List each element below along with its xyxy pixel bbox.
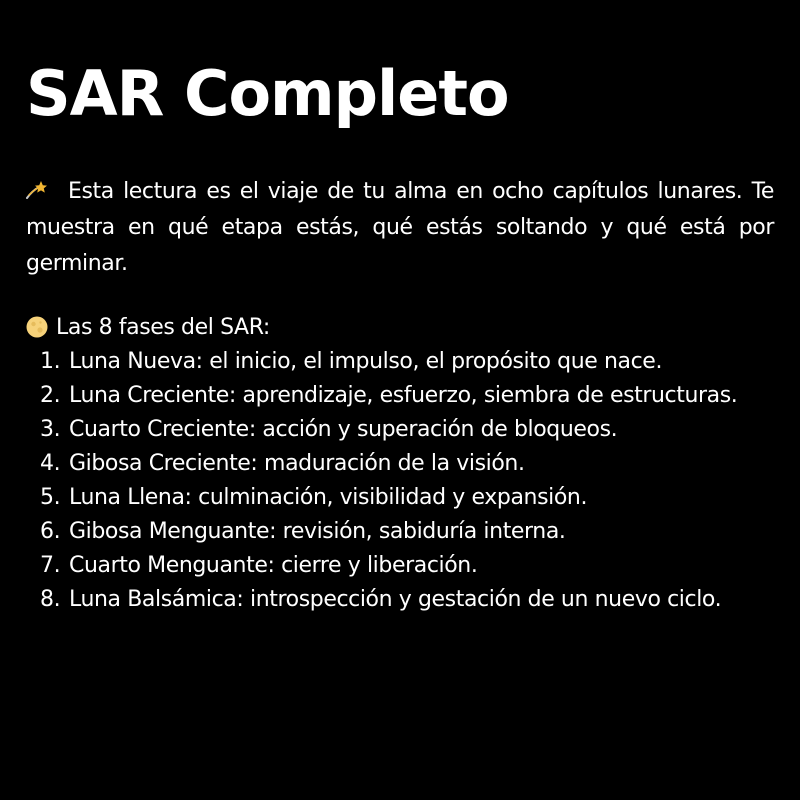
list-item-number: 1. — [40, 349, 61, 374]
list-item-text: Luna Nueva: el inicio, el impulso, el propósito que nace. — [69, 349, 663, 374]
intro-paragraph — [26, 174, 774, 282]
list-item-number: 3. — [40, 417, 61, 442]
list-item — [40, 549, 774, 583]
list-item-number: 5. — [40, 485, 61, 510]
phases-heading-text: Las 8 fases del SAR: — [56, 315, 270, 340]
list-item-text: Gibosa Creciente: maduración de la visión. — [69, 451, 525, 476]
list-item — [40, 515, 774, 549]
list-item-number: 2. — [40, 383, 61, 408]
list-item — [40, 583, 774, 617]
list-item-text: Luna Balsámica: introspección y gestación de un nuevo ciclo. — [69, 587, 722, 612]
list-item-text: Cuarto Creciente: acción y superación de bloqueos. — [69, 417, 618, 442]
shooting-star-icon — [26, 177, 48, 199]
list-item — [40, 345, 774, 379]
list-item — [40, 379, 774, 413]
list-item — [40, 481, 774, 515]
list-item-number: 4. — [40, 451, 61, 476]
full-moon-icon — [26, 315, 48, 337]
list-item-text: Luna Llena: culminación, visibilidad y expansión. — [69, 485, 588, 510]
list-item-text: Cuarto Menguante: cierre y liberación. — [69, 553, 478, 578]
list-item — [40, 413, 774, 447]
intro-text: Esta lectura es el viaje de tu alma en ocho capítulos lunares. Te muestra en qué etapa estás, qué estás soltando y qué está por germinar. — [26, 179, 774, 276]
list-item — [40, 447, 774, 481]
list-item-number: 8. — [40, 587, 61, 612]
page-title: SAR Completo — [26, 57, 509, 130]
list-item-text: Gibosa Menguante: revisión, sabiduría interna. — [69, 519, 566, 544]
phase-list — [40, 345, 774, 617]
list-item-number: 6. — [40, 519, 61, 544]
phases-heading — [26, 311, 270, 345]
list-item-text: Luna Creciente: aprendizaje, esfuerzo, siembra de estructuras. — [69, 383, 738, 408]
list-item-number: 7. — [40, 553, 61, 578]
